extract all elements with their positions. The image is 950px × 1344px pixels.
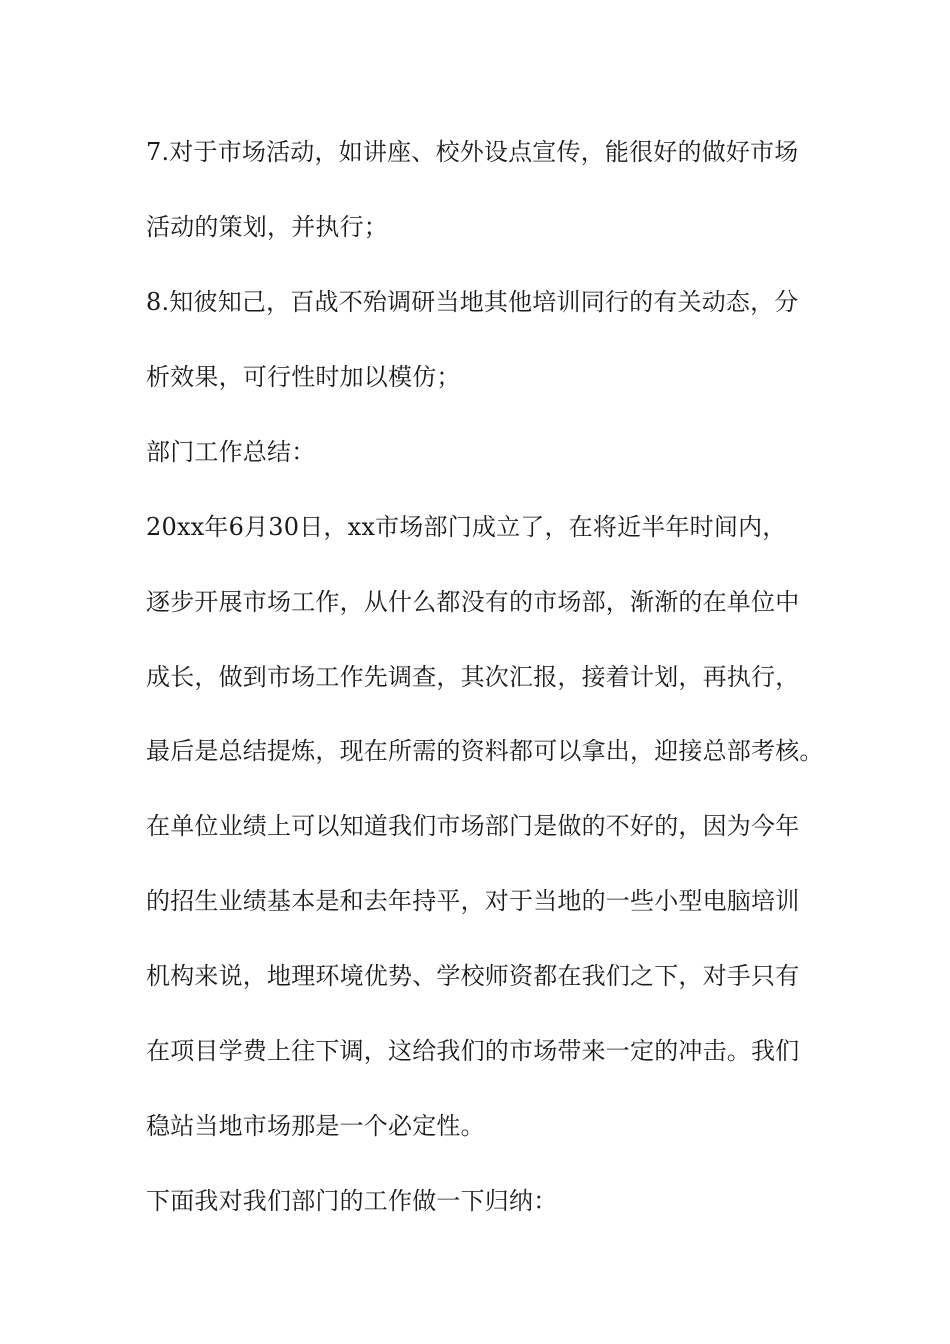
- text-line: 机构来说，地理环境优势、学校师资都在我们之下，对手只有: [146, 962, 800, 990]
- text-line: 最后是总结提炼，现在所需的资料都可以拿出，迎接总部考核。: [146, 737, 824, 765]
- text-line: 稳站当地市场那是一个必定性。: [146, 1112, 485, 1140]
- text-line: 在单位业绩上可以知道我们市场部门是做的不好的，因为今年: [146, 812, 800, 840]
- text-line: 的招生业绩基本是和去年持平，对于当地的一些小型电脑培训: [146, 887, 800, 915]
- text-line: 7.对于市场活动，如讲座、校外设点宣传，能很好的做好市场: [146, 138, 799, 166]
- text-line: 逐步开展市场工作，从什么都没有的市场部，渐渐的在单位中: [146, 588, 800, 616]
- text-line: 析效果，可行性时加以模仿；: [146, 363, 461, 391]
- text-line: 下面我对我们部门的工作做一下归纳：: [146, 1187, 558, 1215]
- section-heading: 部门工作总结：: [146, 438, 316, 466]
- text-line: 8.知彼知己，百战不殆调研当地其他培训同行的有关动态，分: [146, 288, 799, 316]
- text-line: 20xx年6月30日，xx市场部门成立了，在将近半年时间内，: [146, 513, 787, 541]
- text-line: 成长，做到市场工作先调查，其次汇报，接着计划，再执行，: [146, 663, 800, 691]
- text-line: 在项目学费上往下调，这给我们的市场带来一定的冲击。我们: [146, 1037, 800, 1065]
- text-line: 活动的策划，并执行；: [146, 213, 388, 241]
